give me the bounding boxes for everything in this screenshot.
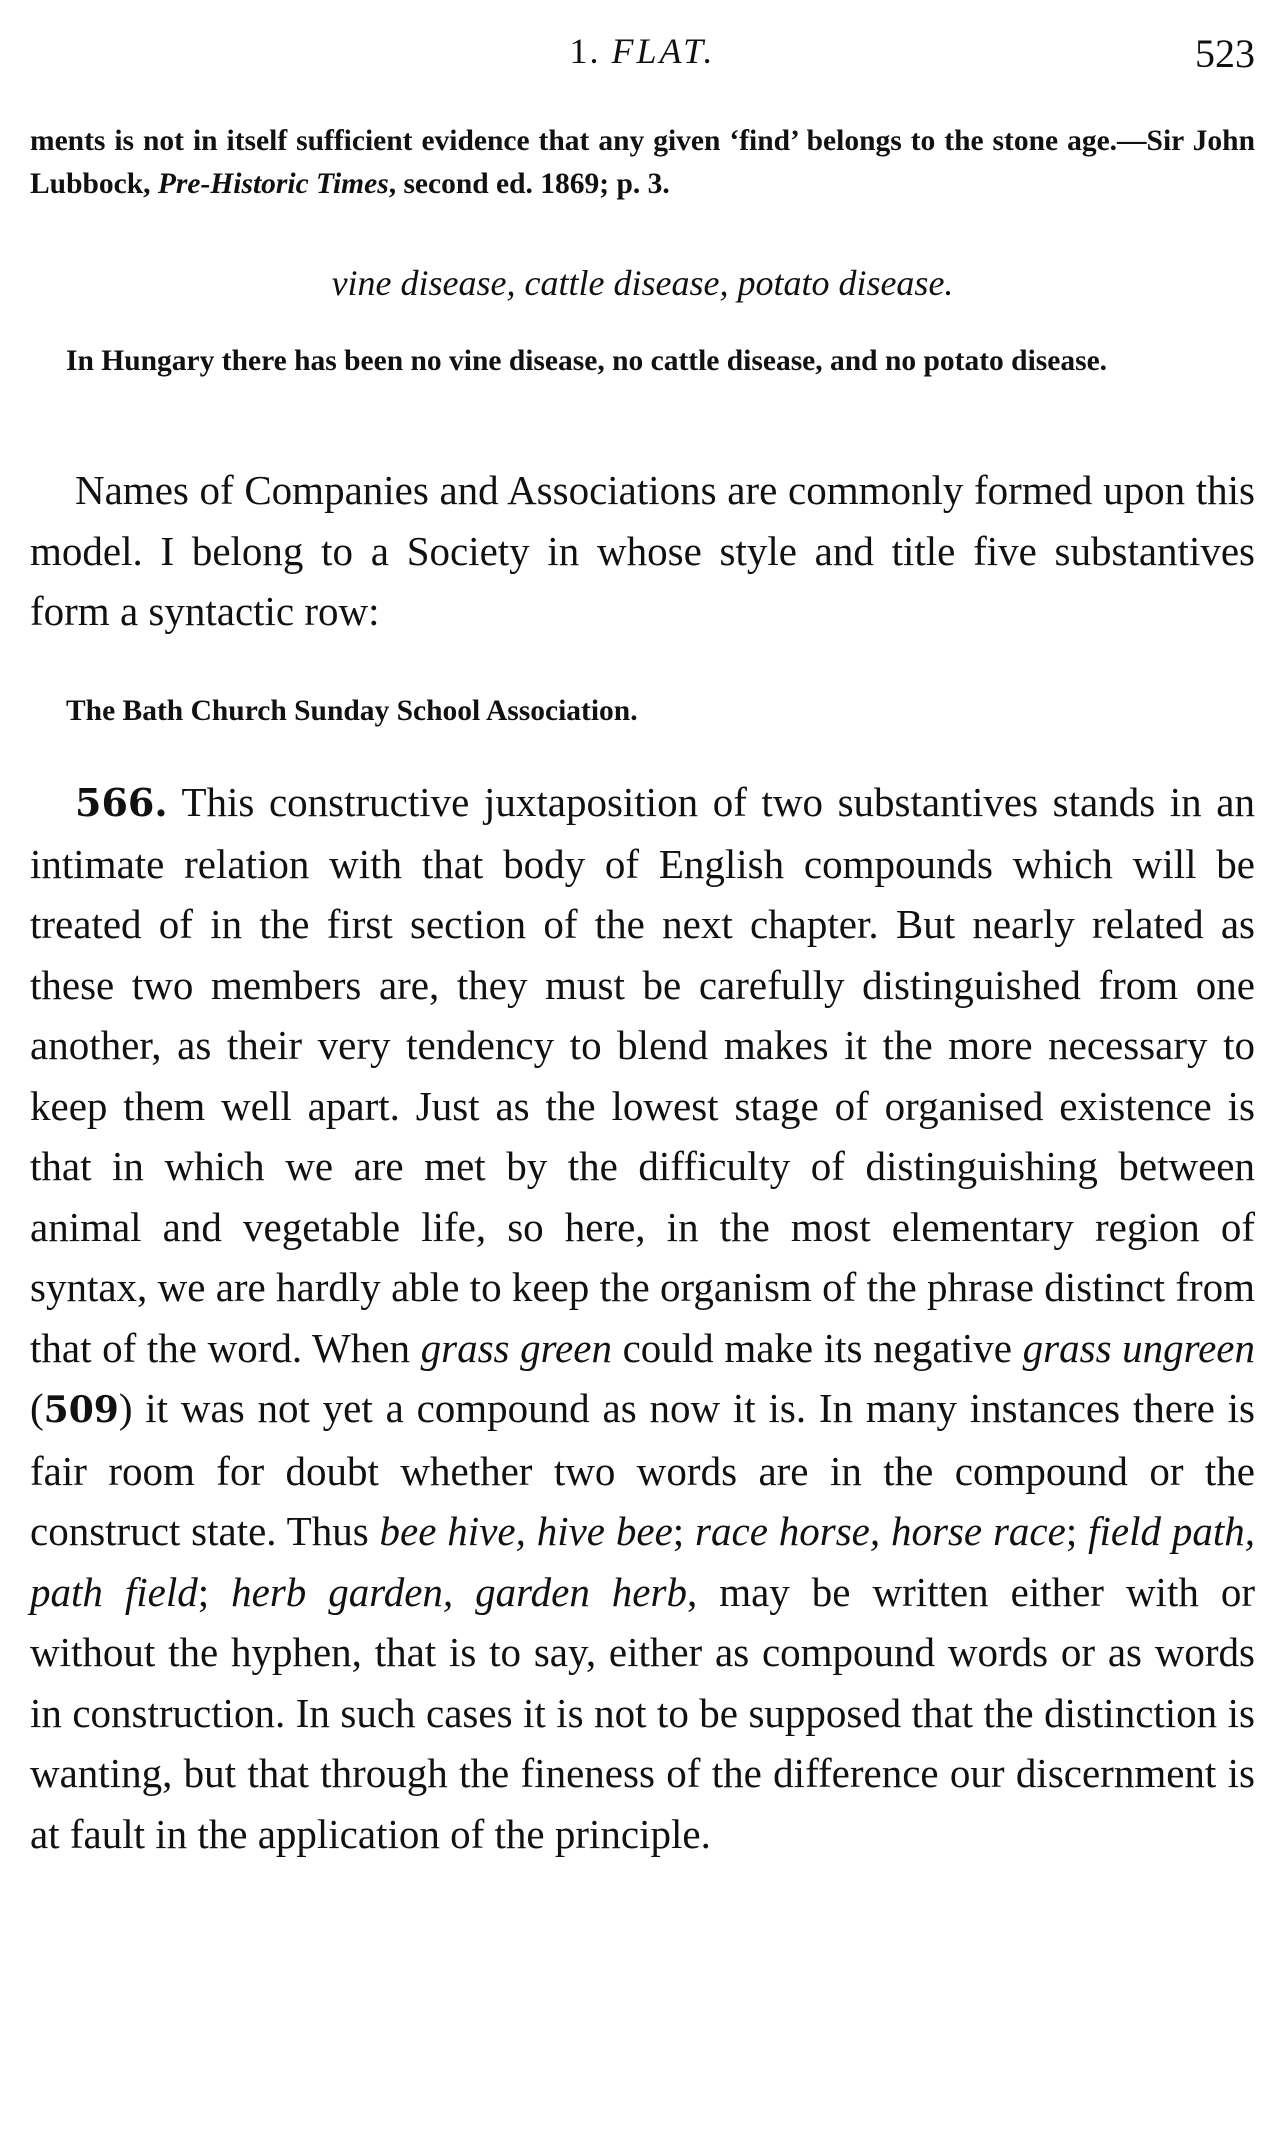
paragraph-text: could make its negative	[611, 1324, 1023, 1371]
quote-text: ments is not in itself sufficient evidence that any given ‘find’ belongs to the stone age.—Sir John Lubbock,	[30, 125, 1255, 200]
citation-details: , second ed. 1869; p. 3.	[388, 168, 670, 200]
italic-term: race horse, horse race	[695, 1508, 1066, 1554]
page-number: 523	[1195, 31, 1255, 76]
italic-term: bee hive, hive bee	[379, 1508, 673, 1554]
paragraph-text: (	[30, 1385, 44, 1431]
chapter-title: FLAT.	[611, 31, 716, 71]
example-heading: vine disease, cattle disease, potato disease.	[331, 263, 954, 303]
section-number: 566.	[75, 780, 168, 825]
example-quote: In Hungary there has been no vine disease, no cattle disease, and no potato disease.	[66, 345, 1108, 377]
paragraph-text: ) it was not yet a compound as now it is. In many instances there is fair room for doubt whether two words are in the compound or the construct state. Thus	[30, 1385, 1255, 1554]
paragraph-text: ;	[197, 1568, 232, 1615]
paragraph-text: This constructive juxtaposition of two substantives stands in an intimate relation with that body of English compounds which will be treated of in the first section of the next chapter. But nearly related as these two members are, they must be carefully distinguished from one another, as their very tendency to blend makes it the more necessary to keep them well apart. Just as the lowest stage of organised existence is that in which we are met by the difficulty of distinguishing between animal and vegetable life, so here, in the most elementary region of syntax, we are hardly able to keep the organism of the phrase distinct from that of the word. When	[30, 779, 1255, 1371]
italic-term: grass green	[420, 1324, 612, 1371]
italic-term: grass ungreen	[1022, 1324, 1255, 1371]
cited-work-title: Pre-Historic Times	[157, 168, 389, 200]
paragraph-text: , may be written either with or without the hyphen, that is to say, either as compound words or as words in construction. In such cases it is not to be supposed that the distinction is wanting, but that through the fineness of the difference our discernment is at fault in the application of the principle.	[30, 1568, 1255, 1857]
paragraph-text: ;	[1065, 1508, 1089, 1554]
section-reference: 509	[43, 1389, 119, 1431]
page-header	[30, 30, 1255, 80]
paragraph-566	[30, 772, 1255, 1864]
paragraph-body	[30, 779, 1255, 1857]
running-head	[30, 30, 1255, 72]
paragraph-text: ;	[672, 1508, 696, 1554]
chapter-number: 1.	[569, 31, 601, 71]
example-association: The Bath Church Sunday School Association.	[66, 695, 638, 727]
citation-quote	[30, 120, 1255, 206]
paragraph-companies: Names of Companies and Associations are commonly formed upon this model. I belong to a Society in whose style and title five substantives form a syntactic row:	[30, 467, 1255, 634]
italic-term: herb garden, garden herb	[231, 1568, 687, 1615]
italic-term: field path, path field	[30, 1508, 1255, 1615]
